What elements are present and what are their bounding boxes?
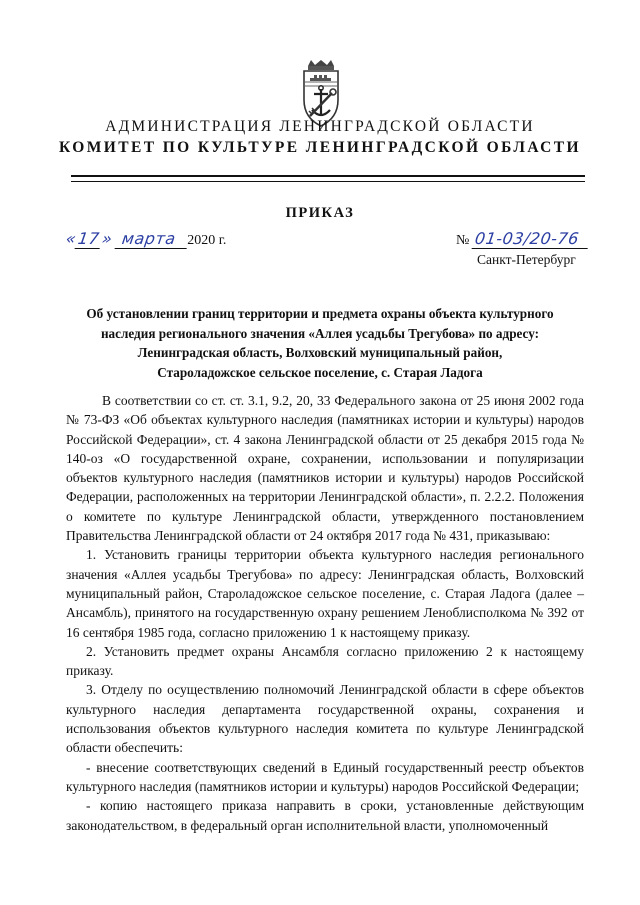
preamble-paragraph: В соответствии со ст. ст. 3.1, 9.2, 20, 33 Федерального закона от 25 июня 2002 года № 73-ФЗ «Об объектах культурного наследия (памятниках истории и культуры) народов Российской Федерации», ст. 4 закона Ленинградской области от 25 декабря 2015 года № 140-оз «О государственной охране, сохранении, использовании и популяризации объектов культурного наследия (памятников истории и культуры) народов Российской Федерации, расположенных на территории Ленинградской области», п. 2.2.2. Положения о комитете по культуре Ленинградской области, утвержденного постановлением Правительства Ленинградской области от 24 октября 2017 года № 431, приказываю: [66, 393, 584, 544]
order-body [66, 391, 584, 835]
organization-name: АДМИНИСТРАЦИЯ ЛЕНИНГРАДСКОЙ ОБЛАСТИ [105, 118, 535, 135]
subject-line: наследия регионального значения «Аллея усадьбы Трегубова» по адресу: [100, 325, 540, 341]
subject-line: Ленинградская область, Волховский муниципальный район, [137, 345, 503, 360]
number-value: 01-03/20-76 [471, 229, 590, 249]
document-type-title: ПРИКАЗ [285, 205, 355, 221]
date-year: 2020 г. [187, 233, 227, 248]
date-open-quote: « [64, 229, 78, 248]
header-rule-thin [71, 181, 585, 182]
item-1-paragraph: 1. Установить границы территории объекта культурного наследия регионального значения «Аллея усадьбы Трегубова» по адресу: Ленинградская область, Волховский муниципальный район, Староладожское сельское поселение, с. Старая Ладога (далее – Ансамбль), принятого на государственную охрану решением Леноблисполкома № 392 от 16 сентября 1985 года, согласно приложению 1 к настоящему приказу. [66, 547, 584, 640]
date-month: марта [114, 229, 188, 249]
order-number [456, 229, 589, 249]
order-date [66, 229, 226, 249]
number-prefix: № [456, 233, 470, 248]
date-day: 17 [75, 229, 103, 249]
item-3-paragraph: 3. Отделу по осуществлению полномочий Ленинградской области в сфере объектов культурного наследия департамента государственной охраны, сохранения и использования объектов культурного наследия комитета по культуре Ленинградской области обеспечить: [66, 682, 584, 756]
committee-name: КОМИТЕТ ПО КУЛЬТУРЕ ЛЕНИНГРАДСКОЙ ОБЛАСТИ [59, 139, 581, 156]
subject-line: Староладожское сельское поселение, с. Старая Ладога [157, 364, 483, 380]
date-close-quote: » [100, 229, 114, 248]
order-subject [60, 304, 580, 382]
bullet-2-paragraph: - копию настоящего приказа направить в сроки, установленные действующим законодательством, в федеральный орган исполнительной власти, уполномоченный [66, 798, 584, 833]
city: Санкт-Петербург [477, 252, 576, 267]
bullet-1-paragraph: - внесение соответствующих сведений в Единый государственный реестр объектов культурного наследия (памятников истории и культуры) народов Российской Федерации; [66, 759, 584, 794]
item-2-paragraph: 2. Установить предмет охраны Ансамбля согласно приложению 2 к настоящему приказу. [66, 643, 584, 679]
header-rule-thick [71, 175, 585, 177]
subject-line: Об установлении границ территории и предмета охраны объекта культурного [86, 306, 554, 321]
